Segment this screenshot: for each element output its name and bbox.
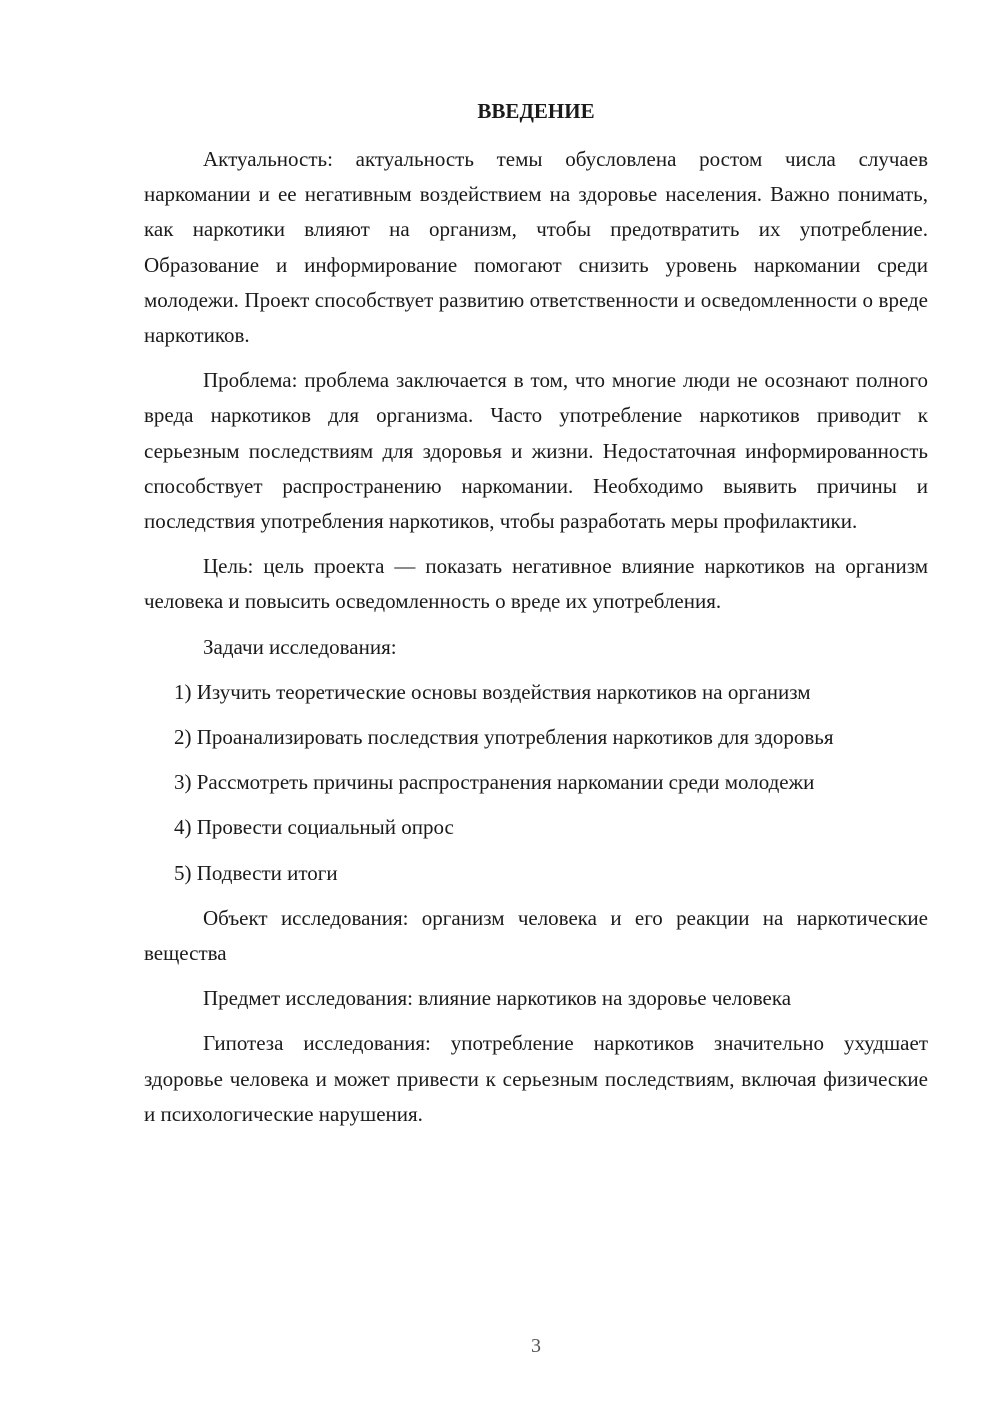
paragraph-subject: Предмет исследования: влияние наркотиков на здоровье человека xyxy=(203,986,792,1011)
paragraph-relevance: Актуальность: актуальность темы обусловлена ростом числа случаев наркомании и ее негативным воздействием на здоровье населения. Важно понимать, как наркотики влияют на организм, чтобы предотвратить их употребление. Образование и информирование помогают снизить уровень наркомании среди молодежи. Проект способствует развитию ответственности и осведомленности о вреде наркотиков. xyxy=(144,147,928,348)
task-item-4: 4) Провести социальный опрос xyxy=(174,815,454,840)
task-item-1: 1) Изучить теоретические основы воздействия наркотиков на организм xyxy=(174,679,811,704)
document-body xyxy=(144,142,928,1142)
task-item-5: 5) Подвести итоги xyxy=(174,860,338,885)
paragraph-goal: Цель: цель проекта — показать негативное влияние наркотиков на организм человека и повысить осведомленность о вреде их употребления. xyxy=(144,554,928,614)
task-item-3: 3) Рассмотреть причины распространения наркомании среди молодежи xyxy=(174,770,815,795)
paragraph-hypothesis: Гипотеза исследования: употребление наркотиков значительно ухудшает здоровье человека и может привести к серьезным последствиям, включая физические и психологические нарушения. xyxy=(144,1031,928,1126)
page-title: ВВЕДЕНИЕ xyxy=(477,99,595,123)
page-number: 3 xyxy=(531,1335,541,1357)
paragraph-problem: Проблема: проблема заключается в том, что многие люди не осознают полного вреда наркотиков для организма. Часто употребление наркотиков приводит к серьезным последствиям для здоровья и жизни. Недостаточная информированность способствует распространению наркомании. Необходимо выявить причины и последствия употребления наркотиков, чтобы разработать меры профилактики. xyxy=(144,368,928,534)
document-page xyxy=(144,0,928,1414)
paragraph-object: Объект исследования: организм человека и его реакции на наркотические вещества xyxy=(144,905,928,966)
paragraph-tasks-heading: Задачи исследования: xyxy=(203,634,397,659)
task-item-2: 2) Проанализировать последствия употребления наркотиков для здоровья xyxy=(174,725,834,750)
